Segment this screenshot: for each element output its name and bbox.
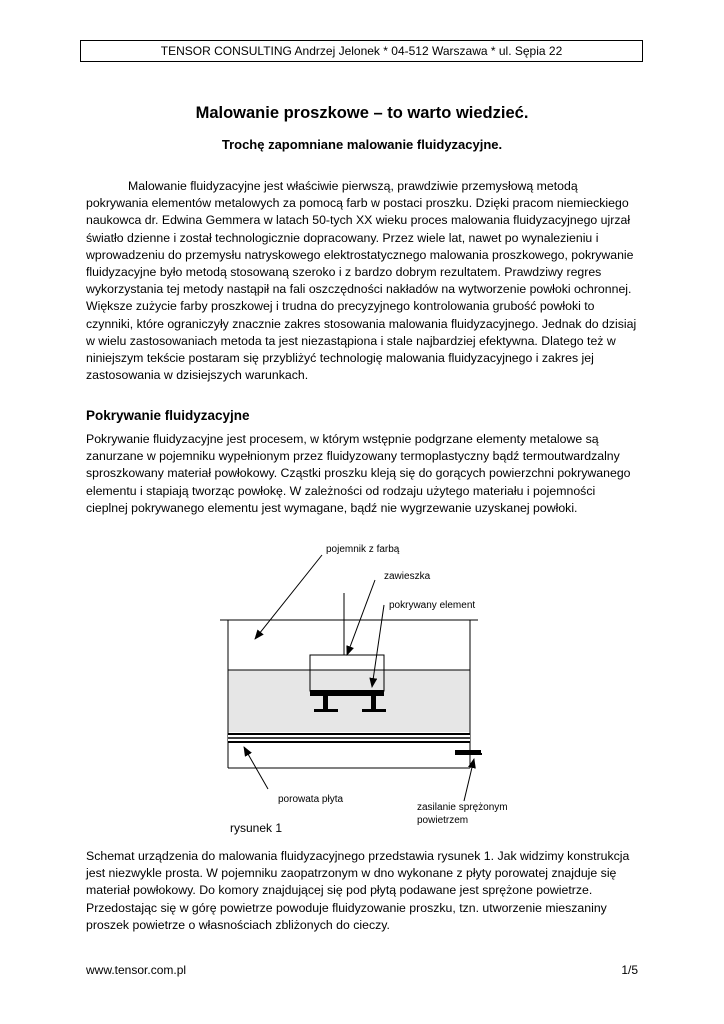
document-subtitle: Trochę zapomniane malowanie fluidyzacyjne. bbox=[221, 137, 503, 152]
label-container: pojemnik z farbą bbox=[326, 544, 400, 555]
arrow-container bbox=[255, 555, 322, 639]
label-air-line-2: powietrzem bbox=[417, 815, 469, 826]
footer-website: www.tensor.com.pl bbox=[86, 963, 187, 977]
label-air-line-1: zasilanie sprężonym bbox=[417, 802, 508, 813]
label-plate: porowata płyta bbox=[278, 794, 344, 805]
figure-caption: rysunek 1 bbox=[230, 821, 283, 835]
arrow-air bbox=[464, 759, 474, 801]
footer-page-number: 1/5 bbox=[621, 963, 638, 977]
section-heading-fluidization: Pokrywanie fluidyzacyjne bbox=[86, 408, 250, 423]
document-title: Malowanie proszkowe – to warto wiedzieć. bbox=[195, 104, 529, 122]
figure-1 bbox=[0, 535, 724, 845]
air-inlet-fitting bbox=[455, 750, 481, 755]
element-leg-left bbox=[323, 695, 328, 711]
intro-paragraph-text: Malowanie fluidyzacyjne jest właściwie pierwszą, prawdziwie przemysłową metodą pokrywania elementów metalowych za pomocą farb w postaci proszku. Dzięki pracom niemieckiego naukowca dr. Edwina Gemmera w latach 50-tych XX wieku proces malowania fluidyzacyjnego ujrzał światło dzienne i został technologicznie dopracowany. Przez wiele lat, nawet po wynalezieniu i wprowadzeniu do przemysłu natryskowego elektrostatycznego malowania proszkowego, pokrywanie fluidyzacyjne było metodą stosowaną szeroko i z bardzo dobrym rezultatem. Prawdziwy regres wykorzystania tej metody nastąpił na fali oszczędności nakładów na wytworzenie powłoki ochronnej. Większe zużycie farby proszkowej i trudna do precyzyjnego kontrolowania grubość powłoki to czynniki, które ograniczyły znacznie zakres stosowania malowania fluidyzacyjnego. Jednak do dzisiaj w wielu zastosowaniach metoda ta jest niezastąpiona i stale najbardziej efektywna. Dlatego też w niniejszym tekście postaram się przybliżyć technologię malowania fluidyzacyjnego i zakres jej zastosowania w dzisiejszych warunkach. bbox=[86, 179, 637, 383]
powder-fill bbox=[228, 670, 470, 732]
element-foot-left bbox=[314, 709, 338, 712]
element-foot-right bbox=[362, 709, 386, 712]
fluidization-diagram bbox=[0, 535, 724, 845]
closing-paragraph: Schemat urządzenia do malowania fluidyzacyjnego przedstawia rysunek 1. Jak widzimy konstrukcja jest niezwykle prosta. W pojemniku zaopatrzonym w dno wykonane z płyty porowatej znajduje się materiał powłokowy. Do komory znajdującej się pod płytą podawane jest sprężone powietrze. Przedostając się w górę powietrze powoduje fluidyzowanie proszku, tzn. utworzenie mieszaniny proszek powietrze o własnościach zbliżonych do cieczy. bbox=[86, 849, 630, 932]
section-paragraph: Pokrywanie fluidyzacyjne jest procesem, w którym wstępnie podgrzane elementy metalowe są zanurzane w pojemniku wypełnionym przez fluidyzowany termoplastyczny bądź termoutwardzalny sproszkowany materiał powłokowy. Cząstki proszku kleją się do gorących powierzchni pokrywanego elementu i stapiają tworząc powłokę. W zależności od rodzaju użytego materiału i pojemności cieplnej pokrywanego elementu jest wymagane, bądź nie wygrzewanie uzyskanej powłoki. bbox=[86, 432, 631, 515]
label-element: pokrywany element bbox=[389, 600, 476, 611]
header-text: TENSOR CONSULTING Andrzej Jelonek * 04-512 Warszawa * ul. Sępia 22 bbox=[160, 44, 563, 58]
element-leg-right bbox=[371, 695, 376, 711]
intro-paragraph bbox=[86, 178, 639, 384]
label-hanger: zawieszka bbox=[384, 571, 431, 582]
arrow-hanger bbox=[347, 580, 375, 655]
header-address-box bbox=[80, 40, 643, 62]
